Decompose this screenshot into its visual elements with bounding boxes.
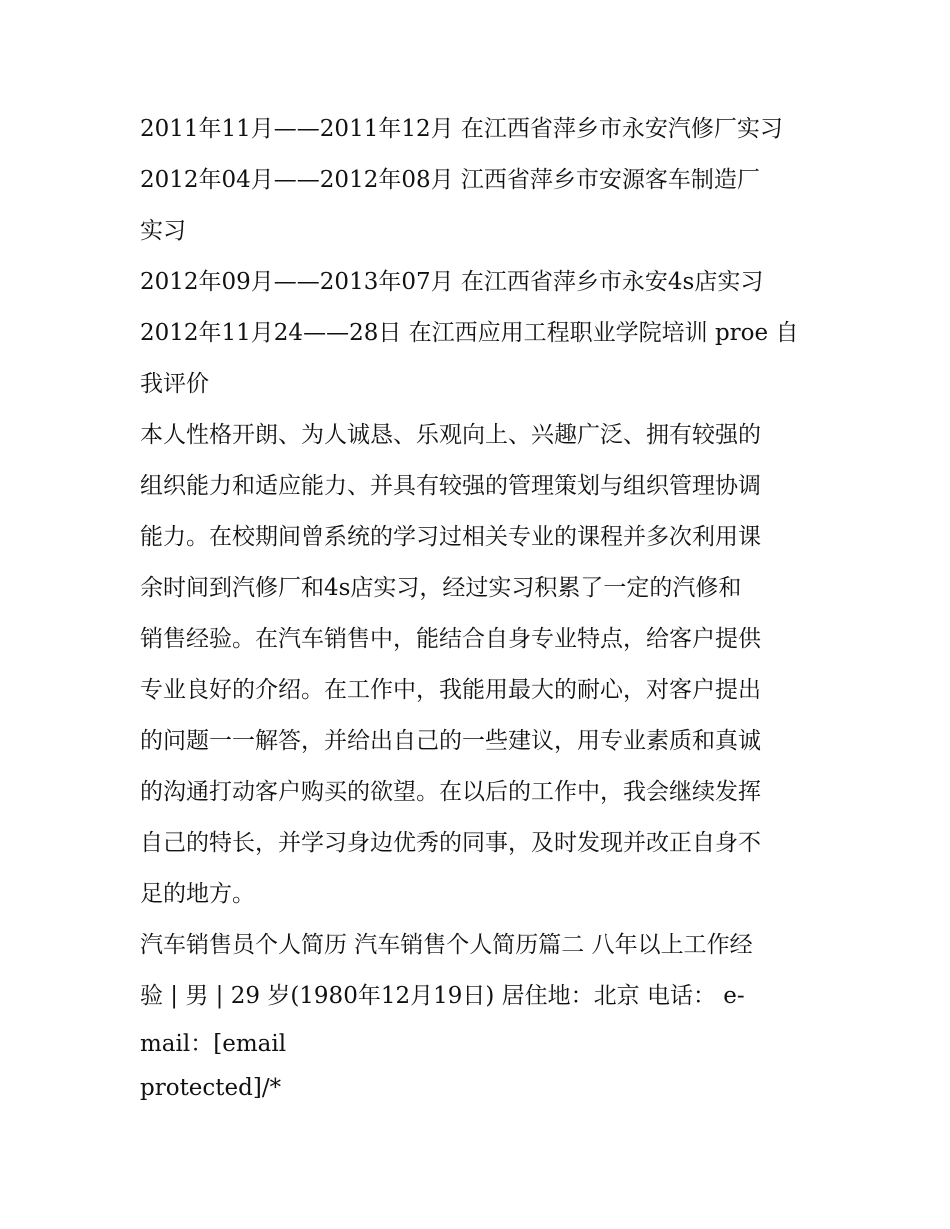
text-line: 销售经验。在汽车销售中，能结合自身专业特点，给客户提供 (140, 626, 761, 652)
text-line: 2012年04月——2012年08月 江西省萍乡市安源客车制造厂 (140, 167, 760, 193)
text-line: 组织能力和适应能力、并具有较强的管理策划与组织管理协调 (140, 473, 761, 499)
text-line: mail：[email (140, 1031, 287, 1057)
text-line: 验 | 男 | 29 岁(1980年12月19日) 居住地：北京 电话： e- (140, 983, 745, 1009)
text-line: 余时间到汽修厂和4s店实习，经过实习积累了一定的汽修和 (140, 575, 742, 601)
section-heading: 我评价 (140, 371, 209, 397)
text-line: 专业良好的介绍。在工作中，我能用最大的耐心，对客户提出 (140, 677, 761, 703)
text-line: 的问题一一解答，并给出自己的一些建议，用专业素质和真诚 (140, 728, 761, 754)
text-line: protected]/* (140, 1075, 282, 1101)
text-line: 自己的特长，并学习身边优秀的同事，及时发现并改正自身不 (140, 830, 761, 856)
text-line: 的沟通打动客户购买的欲望。在以后的工作中，我会继续发挥 (140, 779, 761, 805)
resume-text-body (140, 104, 820, 1110)
text-line: 能力。在校期间曾系统的学习过相关专业的课程并多次利用课 (140, 524, 761, 550)
text-line: 汽车销售员个人简历 汽车销售个人简历篇二 八年以上工作经 (140, 932, 753, 958)
text-line: 2011年11月——2011年12月 在江西省萍乡市永安汽修厂实习 (140, 116, 783, 142)
text-line: 2012年11月24——28日 在江西应用工程职业学院培训 proe 自 (140, 320, 799, 346)
text-line: 实习 (140, 218, 186, 244)
text-line: 2012年09月——2013年07月 在江西省萍乡市永安4s店实习 (140, 269, 764, 295)
text-line: 本人性格开朗、为人诚恳、乐观向上、兴趣广泛、拥有较强的 (140, 422, 761, 448)
text-line: 足的地方。 (140, 881, 255, 907)
